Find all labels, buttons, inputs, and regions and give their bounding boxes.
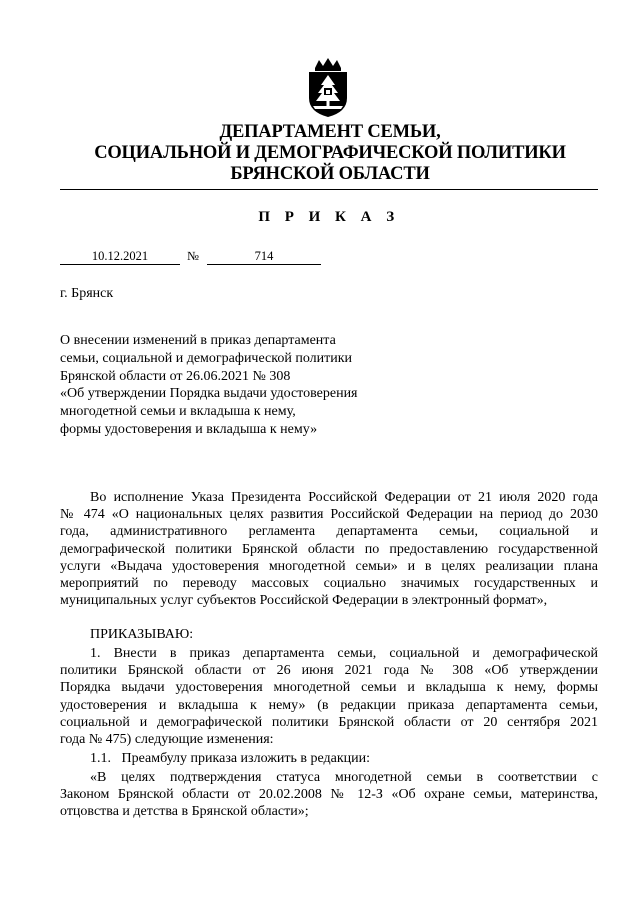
subject-line: формы удостоверения и вкладыша к нему» <box>60 421 318 437</box>
text-line: 1. Внести в приказ департамента семьи, социальной и демографической <box>90 646 598 661</box>
preamble-paragraph <box>60 489 598 609</box>
text-line: мероприятий по переводу массовых социально значимых государственных и <box>60 576 598 592</box>
text-line: муниципальных услуг субъектов Российской Федерации в электронный формат», <box>60 593 548 609</box>
document-type-title: П Р И К А З <box>258 209 400 225</box>
text-line: № 474 «О национальных целях развития Российской Федерации на период до 2030 <box>60 507 598 523</box>
text-line: демографической политики Брянской области по предоставлению государственной <box>60 541 598 557</box>
preamble-text-paragraph <box>60 769 598 821</box>
subject-line: многодетной семьи и вкладыша к нему, <box>60 404 296 420</box>
order-subject <box>60 332 480 439</box>
subject-line: О внесении изменений в приказ департамента <box>60 333 336 348</box>
text-line: «В целях подтверждения статуса многодетной семьи в соответствии с <box>90 770 598 785</box>
number-sign: № <box>187 249 199 263</box>
text-line: 1.1. Преамбулу приказа изложить в редакции: <box>90 751 371 766</box>
text-line: Законом Брянской области от 20.02.2008 № 12-З «Об охране семьи, материнства, <box>60 787 598 803</box>
text-line: Порядка выдачи удостоверения многодетной семьи и вкладыша к нему, формы <box>60 680 598 696</box>
text-line: года № 475) следующие изменения: <box>60 732 274 748</box>
bryansk-coat-of-arms-icon <box>305 58 351 118</box>
header-divider <box>60 189 598 190</box>
text-line: отцовства и детства в Брянской области»; <box>60 804 309 820</box>
order-number: 714 <box>207 248 321 265</box>
text-line: социальной и демографической политики Брянской области от 20 сентября 2021 <box>60 714 598 730</box>
subject-line: семьи, социальной и демографической политики <box>60 350 353 366</box>
subject-line: Брянской области от 26.06.2021 № 308 <box>60 368 291 384</box>
text-line: Во исполнение Указа Президента Российской Федерации от 21 июля 2020 года <box>90 490 598 505</box>
text-line: ПРИКАЗЫВАЮ: <box>90 627 194 642</box>
clause-1-paragraph <box>60 645 598 748</box>
text-line: политики Брянской области от 26 июня 2021 года № 308 «Об утверждении <box>60 663 598 679</box>
order-date: 10.12.2021 <box>60 248 180 265</box>
text-line: года, административного регламента департамента семьи, социальной и <box>60 524 598 540</box>
department-name-line-1: ДЕПАРТАМЕНТ СЕМЬИ, <box>219 122 441 142</box>
clause-1-1-paragraph <box>60 750 598 767</box>
text-line: услуги «Выдача удостоверения многодетной семьи» и в целях реализации плана <box>60 558 598 574</box>
subject-line: «Об утверждении Порядка выдачи удостоверения <box>60 386 358 402</box>
department-name-line-2: СОЦИАЛЬНОЙ И ДЕМОГРАФИЧЕСКОЙ ПОЛИТИКИ <box>94 143 566 163</box>
text-line: удостоверения и вкладыша к нему» (в редакции приказа департамента семьи, <box>60 697 598 713</box>
department-name-line-3: БРЯНСКОЙ ОБЛАСТИ <box>230 164 430 184</box>
order-word <box>60 626 598 643</box>
city: г. Брянск <box>60 286 114 301</box>
